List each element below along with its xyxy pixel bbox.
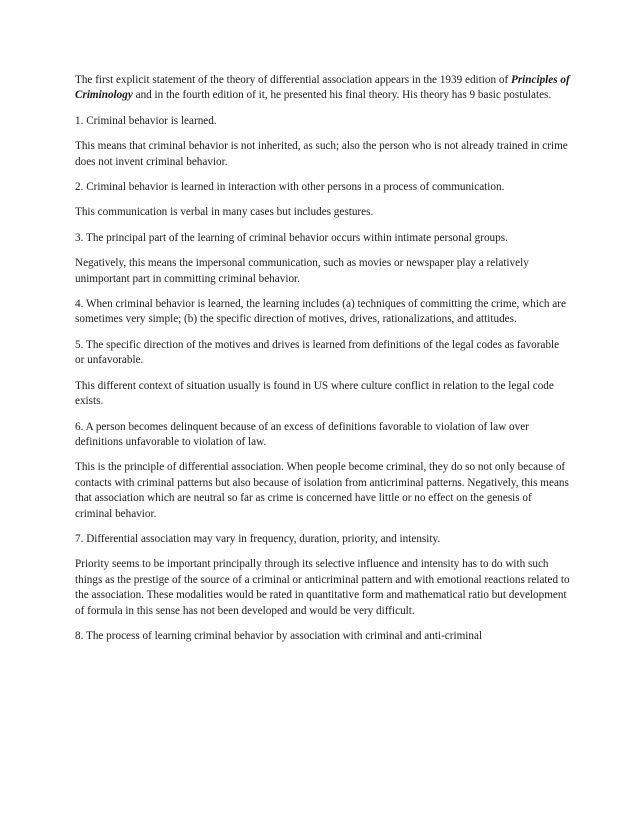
book-title: Principles of Criminology — [75, 74, 570, 102]
postulate-7-explanation: Priority seems to be important principally through its selective influence and intensity has to do with such things as the prestige of the source of a criminal or anticriminal pattern and with emotional reactions related to the association. These modalities would be rated in quantitative form and mathematical ratio but development of formula in this sense has not been developed and would be very difficult. — [75, 558, 570, 617]
postulate-5: 5. The specific direction of the motives and drives is learned from definitions of the legal codes as favorable or unfavorable. — [75, 338, 560, 367]
postulate-2: 2. Criminal behavior is learned in interaction with other persons in a process of communication. — [75, 181, 505, 194]
postulate-3-explanation: Negatively, this means the impersonal communication, such as movies or newspaper play a relatively unimportant part in committing criminal behavior. — [75, 257, 529, 285]
postulate-6: 6. A person becomes delinquent because of an excess of definitions favorable to violation of law over definitions unfavorable to violation of law. — [75, 420, 529, 448]
postulate-2-explanation: This communication is verbal in many cases but includes gestures. — [75, 206, 374, 219]
postulate-4: 4. When criminal behavior is learned, the learning includes (a) techniques of committing the crime, which are sometimes very simple; (b) the specific direction of motives, drives, rationalizations, and attitudes. — [75, 298, 566, 326]
postulate-1-explanation: This means that criminal behavior is not inherited, as such; also the person who is not already trained in crime does not invent criminal behavior. — [75, 140, 568, 168]
postulate-1: 1. Criminal behavior is learned. — [75, 114, 217, 127]
postulate-5-explanation: This different context of situation usually is found in US where culture conflict in relation to the legal code exists. — [75, 379, 554, 408]
intro-text-before: The first explicit statement of the theory of differential association appears in the 1939 edition of — [75, 74, 511, 86]
intro-paragraph — [75, 73, 570, 104]
postulate-3: 3. The principal part of the learning of criminal behavior occurs within intimate personal groups. — [75, 231, 508, 244]
intro-text-after: and in the fourth edition of it, he presented his final theory. His theory has 9 basic postulates. — [132, 89, 552, 102]
postulate-8: 8. The process of learning criminal behavior by association with criminal and anti-criminal — [75, 629, 483, 642]
postulate-7: 7. Differential association may vary in frequency, duration, priority, and intensity. — [75, 532, 441, 545]
postulate-6-explanation: This is the principle of differential association. When people become criminal, they do so not only because of contacts with criminal patterns but also because of isolation from anticriminal patterns. Negatively, this means that association which are neutral so far as crime is concerned have little or no effect on the genesis of criminal behavior. — [75, 461, 569, 520]
document-body — [75, 73, 570, 654]
